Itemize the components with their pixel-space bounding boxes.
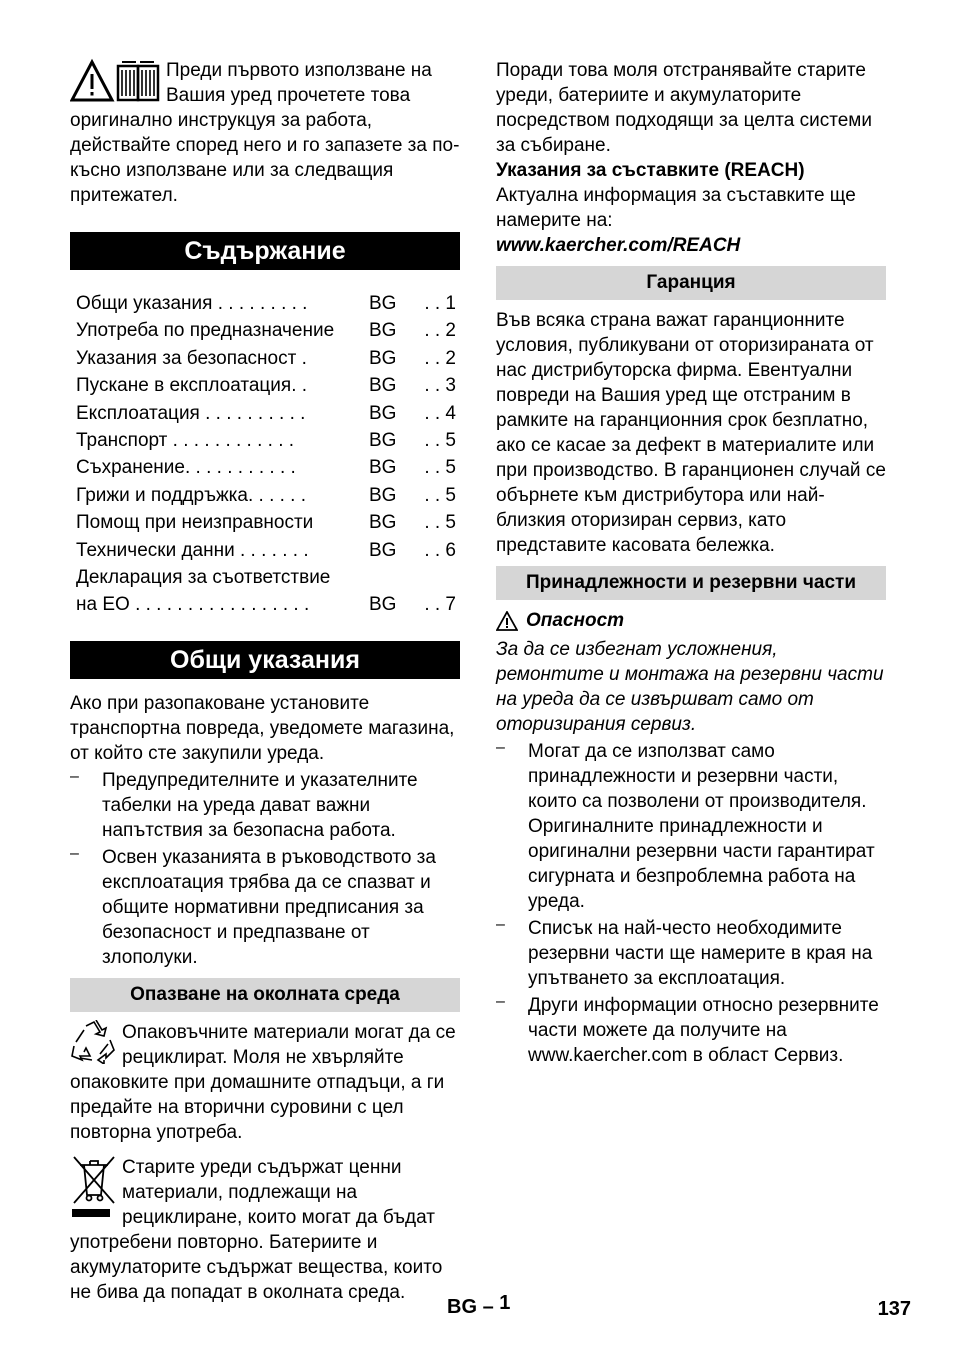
crossed-bin-icon <box>70 1155 118 1221</box>
toc-item-lang: BG <box>369 320 397 342</box>
general-para: Ако при разопаковане установите транспортна повреда, уведомете магазина, от който сте закупили уреда. <box>70 692 455 764</box>
intro-block <box>70 58 460 208</box>
toc-item-title: Указания за безопасност . <box>76 347 307 369</box>
toc-row[interactable] <box>70 372 460 399</box>
list-dash: – <box>496 739 505 756</box>
list-dash: – <box>70 844 79 862</box>
list-dash: – <box>70 767 79 785</box>
warranty-heading: Гаранция <box>496 266 886 300</box>
list-item-text: Освен указанията в ръководството за експлоатация трябва да се спазват и общите нормативни предписания за безопасност и предпазване от злополуки. <box>102 846 436 968</box>
toc-item-title: на ЕО . . . . . . . . . . . . . . . . . <box>76 594 310 616</box>
list-item <box>496 739 886 914</box>
toc-item-page: . . 2 <box>424 320 456 342</box>
toc-item-title: Пускане в експлоатация. . <box>76 375 308 397</box>
toc-row[interactable] <box>70 537 460 564</box>
toc-item-lang: BG <box>369 347 397 369</box>
toc-row[interactable] <box>70 427 460 454</box>
toc-item-lang: BG <box>369 484 397 506</box>
recycle-text: Опаковъчните материали могат да се рециклират. Моля не хвърляйте опаковките при домашните отпадъци, а ги предайте на вторични суровини с цел повторна употреба. <box>70 1021 456 1143</box>
intro-line-1: Преди първото използване на <box>166 60 432 81</box>
footer-dash: – <box>482 1296 494 1318</box>
toc-item-lang: BG <box>369 539 397 561</box>
toc-item-title: Употреба по предназначение <box>76 320 335 342</box>
toc-heading: Съдържание <box>70 232 460 270</box>
toc-item-lang: BG <box>369 594 397 616</box>
list-item <box>496 993 886 1068</box>
warning-triangle-icon <box>72 62 112 100</box>
toc-row[interactable] <box>70 454 460 481</box>
toc-item-page: . . 6 <box>424 539 456 561</box>
footer-section-label <box>447 1292 511 1319</box>
environment-heading: Опазване на околната среда <box>70 978 460 1012</box>
toc-row[interactable] <box>70 317 460 344</box>
right-column <box>496 58 886 1068</box>
environment-continued: Поради това моля отстранявайте старите уреди, батериите и акумулаторите посредством подходящи за целта системи за събиране. <box>496 60 872 156</box>
danger-label-row <box>496 608 886 633</box>
list-item <box>70 845 460 970</box>
toc-item-page: . . 2 <box>424 347 456 369</box>
toc-row[interactable] <box>70 564 460 591</box>
toc-item-page: . . 5 <box>424 430 456 452</box>
toc-item-page: . . 5 <box>424 484 456 506</box>
left-column <box>70 58 460 1305</box>
toc-row[interactable] <box>70 290 460 317</box>
toc-item-page: . . 5 <box>424 512 456 534</box>
toc-item-title: Общи указания . . . . . . . . . <box>76 293 308 314</box>
weee-block <box>70 1155 460 1305</box>
toc-row[interactable] <box>70 400 460 427</box>
recycle-icon <box>70 1020 118 1064</box>
general-heading: Общи указания <box>70 641 460 679</box>
toc-item-lang: BG <box>369 402 397 424</box>
toc-item-title: Технически данни . . . . . . . <box>76 539 309 561</box>
toc-item-lang: BG <box>369 293 397 314</box>
toc-table <box>70 290 460 619</box>
recycle-block <box>70 1020 460 1145</box>
toc-item-title: Транспорт . . . . . . . . . . . . <box>76 430 295 452</box>
list-item-text: Предупредителните и указателните табелки на уреда дават важни напътствия за безопасна работа. <box>102 769 418 841</box>
reach-link[interactable]: www.kaercher.com/REACH <box>496 235 741 256</box>
toc-item-title: Помощ при неизправности <box>76 512 314 534</box>
footer-local-page: 1 <box>499 1292 511 1314</box>
list-item-text: Други информации относно резервните части можете да получите на www.kaercher.com в област Сервиз. <box>528 995 879 1066</box>
toc-item-page: . . 7 <box>424 594 456 616</box>
danger-label: Опасност <box>526 610 625 631</box>
danger-text: За да се избегнат усложнения, ремонтите и монтажа на резервни части на уреда да се извършват само от оторизирания сервиз. <box>496 639 884 735</box>
list-dash: – <box>496 916 505 933</box>
list-item <box>70 768 460 843</box>
manual-book-icon <box>118 62 158 100</box>
toc-row[interactable] <box>70 591 460 618</box>
page-number: 137 <box>877 1298 911 1320</box>
toc-item-page: . . 5 <box>424 457 456 479</box>
toc-row[interactable] <box>70 482 460 509</box>
toc-item-page: . . 1 <box>424 293 456 314</box>
intro-line-2: Вашия уред прочетете това <box>166 85 411 106</box>
toc-row[interactable] <box>70 509 460 536</box>
list-item-text: Списък на най-често необходимите резервни части ще намерите в края на упътването за експлоатация. <box>528 918 873 989</box>
toc-item-lang: BG <box>369 457 397 479</box>
weee-text: Старите уреди съдържат ценни материали, подлежащи на рециклиране, които могат да бъдат употребени повторно. Батериите и акумулаторите съдържат вещества, които не бива да попадат в околната среда. <box>70 1156 443 1303</box>
toc-item-page: . . 3 <box>424 375 456 397</box>
warning-triangle-icon <box>496 611 518 631</box>
toc-row[interactable] <box>70 345 460 372</box>
toc-item-title: Експлоатация . . . . . . . . . . <box>76 402 306 424</box>
toc-item-title: Декларация за съответствие <box>76 567 331 589</box>
reach-text: Актуална информация за съставките ще намерите на: <box>496 185 856 231</box>
toc-item-lang: BG <box>369 375 397 397</box>
intro-rest: оригинално инструкцуя за работа, действайте според него и го запазете за по-късно използване или за следващия притежател. <box>70 110 460 206</box>
list-item <box>496 916 886 991</box>
toc-item-title: Съхранение. . . . . . . . . . . <box>76 457 296 479</box>
list-dash: – <box>496 993 505 1010</box>
warranty-text: Във всяка страна важат гаранционните условия, публикувани от оторизираната от нас дистрибуторска фирма. Евентуални повреди на Вашия уред ще отстраним в рамките на гаранционния срок безплатно, ако се касае за дефект в материалите или при производство. В гаранционен случай се обърнете към дистрибутора или най-близкия оторизиран сервиз, като представите касовата бележка. <box>496 310 886 556</box>
footer-lang: BG <box>447 1296 477 1318</box>
toc-item-lang: BG <box>369 430 397 452</box>
accessories-heading: Принадлежности и резервни части <box>496 566 886 600</box>
toc-item-lang: BG <box>369 512 397 534</box>
reach-heading: Указания за съставките (REACH) <box>496 160 805 181</box>
toc-item-page: . . 4 <box>424 402 456 424</box>
toc-item-title: Грижи и поддръжка. . . . . . <box>76 484 307 506</box>
intro-icons <box>70 58 162 104</box>
list-item-text: Могат да се използват само принадлежности и резервни части, които са позволени от производителя. Оригиналните принадлежности и оригинални резервни части гарантират сигурната и безпроблемна работа на уреда. <box>528 741 875 912</box>
